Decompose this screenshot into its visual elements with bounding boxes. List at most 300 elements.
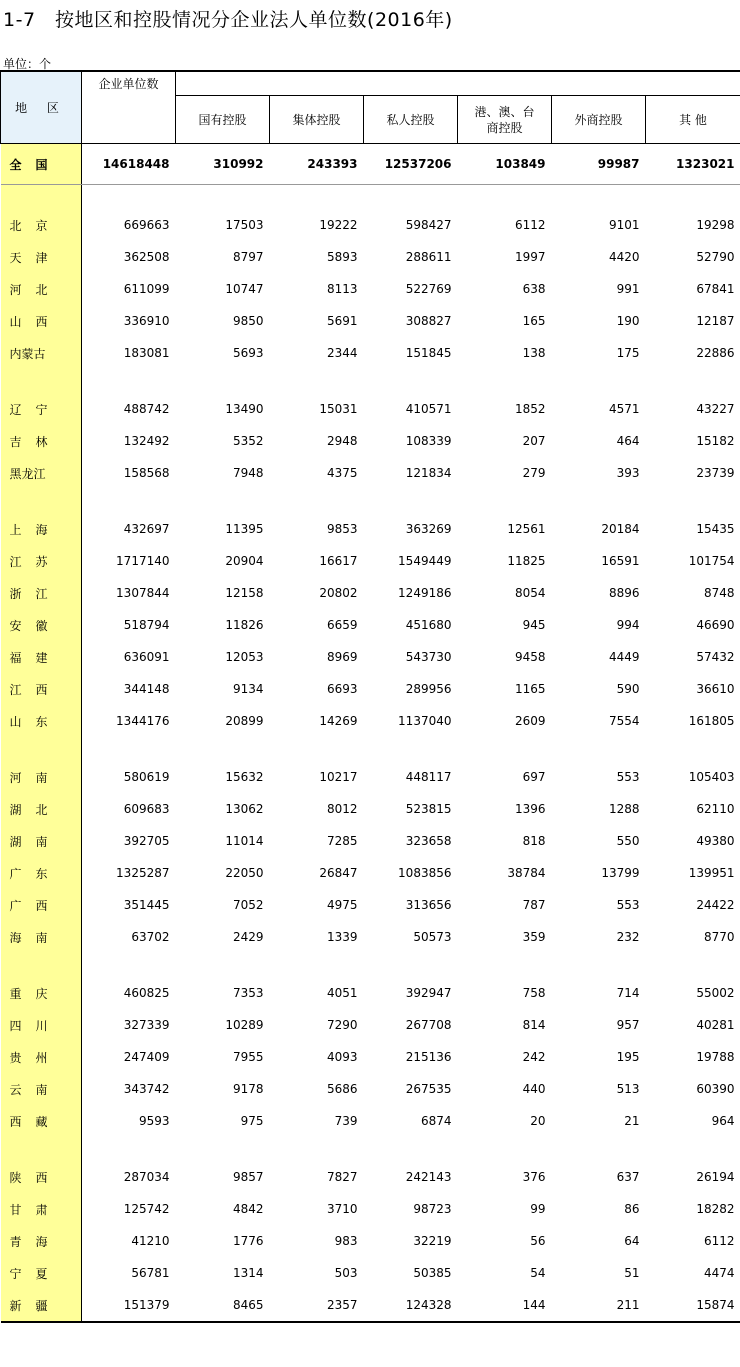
region-cell: 山西 — [1, 305, 82, 337]
header-spacer — [176, 71, 740, 96]
value-cell: 336910 — [123, 314, 170, 328]
table-row — [1, 545, 740, 577]
spacer-cell — [552, 953, 646, 977]
spacer-cell — [1, 953, 82, 977]
value-cell: 553 — [616, 770, 640, 784]
value-cell: 15874 — [696, 1298, 735, 1312]
region-cell: 吉林 — [1, 425, 82, 457]
value-cell: 975 — [240, 1114, 264, 1128]
value-cell: 242 — [522, 1050, 546, 1064]
region-cell: 福建 — [1, 641, 82, 673]
value-cell: 26847 — [319, 866, 358, 880]
spacer-cell — [82, 737, 176, 761]
value-cell: 98723 — [413, 1202, 452, 1216]
table-row — [1, 889, 740, 921]
value-cell: 267535 — [405, 1082, 452, 1096]
value-cell: 1717140 — [116, 554, 170, 568]
spacer-cell — [1, 737, 82, 761]
spacer-cell — [552, 185, 646, 210]
value-cell: 432697 — [123, 522, 170, 536]
value-cell: 11825 — [507, 554, 546, 568]
value-cell: 5691 — [326, 314, 358, 328]
value-cell: 327339 — [123, 1018, 170, 1032]
value-cell: 543730 — [405, 650, 452, 664]
region-cell: 全国 — [1, 144, 82, 185]
spacer-cell — [1, 489, 82, 513]
value-cell: 144 — [522, 1298, 546, 1312]
spacer-cell — [552, 1137, 646, 1161]
table-row — [1, 921, 740, 953]
spacer-cell — [364, 369, 458, 393]
value-cell: 7290 — [326, 1018, 358, 1032]
spacer-cell — [458, 489, 552, 513]
value-cell: 503 — [334, 1266, 358, 1280]
spacer-cell — [646, 953, 740, 977]
value-cell: 175 — [616, 346, 640, 360]
value-cell: 54 — [530, 1266, 546, 1280]
value-cell: 598427 — [405, 218, 452, 232]
table-row — [1, 1225, 740, 1257]
value-cell: 313656 — [405, 898, 452, 912]
value-cell: 12053 — [225, 650, 264, 664]
spacer-cell — [176, 737, 270, 761]
region-cell: 河北 — [1, 273, 82, 305]
value-cell: 4051 — [326, 986, 358, 1000]
spacer-cell — [1, 185, 82, 210]
value-cell: 518794 — [123, 618, 170, 632]
spacer-cell — [82, 489, 176, 513]
value-cell: 40281 — [696, 1018, 735, 1032]
region-cell: 新疆 — [1, 1289, 82, 1322]
value-cell: 6874 — [420, 1114, 452, 1128]
value-cell: 448117 — [405, 770, 452, 784]
value-cell: 8896 — [608, 586, 640, 600]
value-cell: 20 — [530, 1114, 546, 1128]
table-row — [1, 793, 740, 825]
table-row — [1, 273, 740, 305]
value-cell: 6659 — [326, 618, 358, 632]
value-cell: 46690 — [696, 618, 735, 632]
value-cell: 636091 — [123, 650, 170, 664]
value-cell: 101754 — [688, 554, 735, 568]
value-cell: 20904 — [225, 554, 264, 568]
value-cell: 86 — [624, 1202, 640, 1216]
spacer-cell — [458, 953, 552, 977]
value-cell: 11014 — [225, 834, 264, 848]
region-cell: 江苏 — [1, 545, 82, 577]
header-region: 地 区 — [1, 71, 82, 144]
region-cell: 广西 — [1, 889, 82, 921]
region-cell: 上海 — [1, 513, 82, 545]
value-cell: 4449 — [608, 650, 640, 664]
value-cell: 195 — [616, 1050, 640, 1064]
value-cell: 15435 — [696, 522, 735, 536]
region-cell: 湖南 — [1, 825, 82, 857]
value-cell: 5686 — [326, 1082, 358, 1096]
value-cell: 460825 — [123, 986, 170, 1000]
value-cell: 392705 — [123, 834, 170, 848]
value-cell: 310992 — [176, 144, 270, 185]
table-row — [1, 513, 740, 545]
value-cell: 15182 — [696, 434, 735, 448]
spacer-cell — [552, 369, 646, 393]
region-cell: 山东 — [1, 705, 82, 737]
value-cell: 5693 — [232, 346, 264, 360]
spacer-cell — [364, 185, 458, 210]
value-cell: 16591 — [601, 554, 640, 568]
value-cell: 211 — [616, 1298, 640, 1312]
value-cell: 410571 — [405, 402, 452, 416]
value-cell: 8012 — [326, 802, 358, 816]
table-row — [1, 305, 740, 337]
spacer-cell — [82, 1137, 176, 1161]
region-cell: 陕西 — [1, 1161, 82, 1193]
value-cell: 125742 — [123, 1202, 170, 1216]
value-cell: 1339 — [326, 930, 358, 944]
value-cell: 10289 — [225, 1018, 264, 1032]
table-row — [1, 609, 740, 641]
value-cell: 99 — [530, 1202, 546, 1216]
value-cell: 7052 — [232, 898, 264, 912]
value-cell: 11395 — [225, 522, 264, 536]
value-cell: 41210 — [131, 1234, 170, 1248]
table-row — [1, 977, 740, 1009]
value-cell: 1288 — [608, 802, 640, 816]
value-cell: 2357 — [326, 1298, 358, 1312]
value-cell: 609683 — [123, 802, 170, 816]
value-cell: 363269 — [405, 522, 452, 536]
value-cell: 19298 — [696, 218, 735, 232]
value-cell: 20802 — [319, 586, 358, 600]
value-cell: 121834 — [405, 466, 452, 480]
value-cell: 22886 — [696, 346, 735, 360]
spacer-cell — [458, 1137, 552, 1161]
value-cell: 12158 — [225, 586, 264, 600]
spacer-cell — [364, 953, 458, 977]
value-cell: 1396 — [514, 802, 546, 816]
value-cell: 9593 — [138, 1114, 170, 1128]
value-cell: 4571 — [608, 402, 640, 416]
header-hmt: 港、澳、台商控股 — [458, 96, 552, 144]
region-cell: 江西 — [1, 673, 82, 705]
value-cell: 451680 — [405, 618, 452, 632]
table-row — [1, 241, 740, 273]
value-cell: 12561 — [507, 522, 546, 536]
value-cell: 190 — [616, 314, 640, 328]
spacer-row — [1, 369, 740, 393]
value-cell: 18282 — [696, 1202, 735, 1216]
value-cell: 3710 — [326, 1202, 358, 1216]
value-cell: 242143 — [405, 1170, 452, 1184]
value-cell: 343742 — [123, 1082, 170, 1096]
value-cell: 289956 — [405, 682, 452, 696]
table-row — [1, 457, 740, 489]
table-row — [1, 1041, 740, 1073]
value-cell: 60390 — [696, 1082, 735, 1096]
value-cell: 36610 — [696, 682, 735, 696]
spacer-cell — [458, 185, 552, 210]
region-cell: 四川 — [1, 1009, 82, 1041]
value-cell: 247409 — [123, 1050, 170, 1064]
spacer-cell — [270, 1137, 364, 1161]
value-cell: 638 — [522, 282, 546, 296]
value-cell: 279 — [522, 466, 546, 480]
value-cell: 580619 — [123, 770, 170, 784]
value-cell: 10217 — [319, 770, 358, 784]
value-cell: 4474 — [703, 1266, 735, 1280]
page-title: 1-7 按地区和控股情况分企业法人单位数(2016年) — [3, 9, 453, 31]
region-cell: 浙江 — [1, 577, 82, 609]
value-cell: 4375 — [326, 466, 358, 480]
value-cell: 8465 — [232, 1298, 264, 1312]
value-cell: 151379 — [123, 1298, 170, 1312]
value-cell: 513 — [616, 1082, 640, 1096]
value-cell: 1307844 — [116, 586, 170, 600]
spacer-cell — [1, 1137, 82, 1161]
region-cell: 云南 — [1, 1073, 82, 1105]
value-cell: 11826 — [225, 618, 264, 632]
value-cell: 7285 — [326, 834, 358, 848]
value-cell: 26194 — [696, 1170, 735, 1184]
value-cell: 787 — [522, 898, 546, 912]
table-row — [1, 825, 740, 857]
region-cell: 北京 — [1, 209, 82, 241]
value-cell: 1249186 — [398, 586, 452, 600]
spacer-cell — [270, 953, 364, 977]
value-cell: 24422 — [696, 898, 735, 912]
value-cell: 232 — [616, 930, 640, 944]
value-cell: 19222 — [319, 218, 358, 232]
table-row — [1, 1193, 740, 1225]
value-cell: 161805 — [688, 714, 735, 728]
spacer-cell — [646, 185, 740, 210]
value-cell: 13799 — [601, 866, 640, 880]
value-cell: 13490 — [225, 402, 264, 416]
value-cell: 1852 — [514, 402, 546, 416]
value-cell: 2948 — [326, 434, 358, 448]
value-cell: 1344176 — [116, 714, 170, 728]
spacer-cell — [270, 369, 364, 393]
region-cell: 广东 — [1, 857, 82, 889]
spacer-cell — [646, 369, 740, 393]
value-cell: 611099 — [123, 282, 170, 296]
region-cell: 内蒙古 — [1, 337, 82, 369]
value-cell: 8113 — [326, 282, 358, 296]
table-row — [1, 577, 740, 609]
value-cell: 243393 — [270, 144, 364, 185]
spacer-cell — [646, 737, 740, 761]
value-cell: 15632 — [225, 770, 264, 784]
spacer-cell — [552, 737, 646, 761]
spacer-row — [1, 185, 740, 210]
value-cell: 818 — [522, 834, 546, 848]
value-cell: 267708 — [405, 1018, 452, 1032]
value-cell: 359 — [522, 930, 546, 944]
value-cell: 440 — [522, 1082, 546, 1096]
value-cell: 9134 — [232, 682, 264, 696]
header-foreign: 外商控股 — [552, 96, 646, 144]
table-row — [1, 337, 740, 369]
value-cell: 1549449 — [398, 554, 452, 568]
header-total: 企业单位数 — [82, 71, 176, 144]
value-cell: 4093 — [326, 1050, 358, 1064]
value-cell: 207 — [522, 434, 546, 448]
spacer-cell — [176, 489, 270, 513]
value-cell: 964 — [711, 1114, 735, 1128]
value-cell: 9857 — [232, 1170, 264, 1184]
spacer-cell — [270, 737, 364, 761]
value-cell: 5352 — [232, 434, 264, 448]
value-cell: 4842 — [232, 1202, 264, 1216]
value-cell: 14269 — [319, 714, 358, 728]
table-body — [1, 144, 740, 1323]
value-cell: 49380 — [696, 834, 735, 848]
value-cell: 12187 — [696, 314, 735, 328]
table-row — [1, 393, 740, 425]
value-cell: 1776 — [232, 1234, 264, 1248]
value-cell: 1997 — [514, 250, 546, 264]
header-other: 其 他 — [646, 96, 740, 144]
value-cell: 21 — [624, 1114, 640, 1128]
value-cell: 9850 — [232, 314, 264, 328]
value-cell: 393 — [616, 466, 640, 480]
value-cell: 590 — [616, 682, 640, 696]
value-cell: 23739 — [696, 466, 735, 480]
value-cell: 4975 — [326, 898, 358, 912]
value-cell: 7827 — [326, 1170, 358, 1184]
value-cell: 7353 — [232, 986, 264, 1000]
value-cell: 20184 — [601, 522, 640, 536]
value-cell: 464 — [616, 434, 640, 448]
region-cell: 重庆 — [1, 977, 82, 1009]
region-cell: 安徽 — [1, 609, 82, 641]
value-cell: 56781 — [131, 1266, 170, 1280]
value-cell: 57432 — [696, 650, 735, 664]
value-cell: 344148 — [123, 682, 170, 696]
header-private: 私人控股 — [364, 96, 458, 144]
value-cell: 758 — [522, 986, 546, 1000]
value-cell: 351445 — [123, 898, 170, 912]
value-cell: 362508 — [123, 250, 170, 264]
value-cell: 43227 — [696, 402, 735, 416]
value-cell: 2429 — [232, 930, 264, 944]
spacer-row — [1, 953, 740, 977]
enterprise-table — [0, 70, 740, 1323]
value-cell: 983 — [334, 1234, 358, 1248]
value-cell: 62110 — [696, 802, 735, 816]
spacer-cell — [552, 489, 646, 513]
value-cell: 4420 — [608, 250, 640, 264]
unit-label: 单位：个 — [3, 57, 52, 71]
value-cell: 8797 — [232, 250, 264, 264]
value-cell: 488742 — [123, 402, 170, 416]
spacer-cell — [176, 369, 270, 393]
value-cell: 138 — [522, 346, 546, 360]
spacer-cell — [458, 369, 552, 393]
value-cell: 288611 — [405, 250, 452, 264]
spacer-cell — [646, 489, 740, 513]
region-cell: 甘肃 — [1, 1193, 82, 1225]
value-cell: 945 — [522, 618, 546, 632]
region-cell: 天津 — [1, 241, 82, 273]
spacer-cell — [364, 1137, 458, 1161]
region-cell: 宁夏 — [1, 1257, 82, 1289]
value-cell: 55002 — [696, 986, 735, 1000]
table-row — [1, 209, 740, 241]
spacer-cell — [458, 737, 552, 761]
spacer-cell — [646, 1137, 740, 1161]
value-cell: 8054 — [514, 586, 546, 600]
value-cell: 51 — [624, 1266, 640, 1280]
value-cell: 105403 — [688, 770, 735, 784]
value-cell: 669663 — [123, 218, 170, 232]
value-cell: 994 — [616, 618, 640, 632]
value-cell: 376 — [522, 1170, 546, 1184]
value-cell: 6112 — [514, 218, 546, 232]
value-cell: 151845 — [405, 346, 452, 360]
spacer-cell — [176, 953, 270, 977]
spacer-cell — [176, 1137, 270, 1161]
value-cell: 22050 — [225, 866, 264, 880]
value-cell: 1323021 — [646, 144, 740, 185]
value-cell: 8748 — [703, 586, 735, 600]
table-row — [1, 1073, 740, 1105]
value-cell: 739 — [334, 1114, 358, 1128]
spacer-row — [1, 1137, 740, 1161]
value-cell: 63702 — [131, 930, 170, 944]
value-cell: 2344 — [326, 346, 358, 360]
value-cell: 7955 — [232, 1050, 264, 1064]
region-cell: 河南 — [1, 761, 82, 793]
value-cell: 5893 — [326, 250, 358, 264]
value-cell: 67841 — [696, 282, 735, 296]
value-cell: 56 — [530, 1234, 546, 1248]
table-row — [1, 673, 740, 705]
spacer-row — [1, 489, 740, 513]
spacer-cell — [82, 953, 176, 977]
region-cell: 湖北 — [1, 793, 82, 825]
value-cell: 523815 — [405, 802, 452, 816]
value-cell: 17503 — [225, 218, 264, 232]
header-state: 国有控股 — [176, 96, 270, 144]
value-cell: 139951 — [688, 866, 735, 880]
region-cell: 辽宁 — [1, 393, 82, 425]
value-cell: 957 — [616, 1018, 640, 1032]
value-cell: 8969 — [326, 650, 358, 664]
value-cell: 308827 — [405, 314, 452, 328]
value-cell: 14618448 — [82, 144, 176, 185]
value-cell: 12537206 — [364, 144, 458, 185]
value-cell: 132492 — [123, 434, 170, 448]
value-cell: 8770 — [703, 930, 735, 944]
spacer-row — [1, 737, 740, 761]
table-row — [1, 705, 740, 737]
table-row — [1, 425, 740, 457]
table-row — [1, 857, 740, 889]
value-cell: 1083856 — [398, 866, 452, 880]
value-cell: 64 — [624, 1234, 640, 1248]
table-row — [1, 1289, 740, 1322]
table-row — [1, 1009, 740, 1041]
value-cell: 1165 — [514, 682, 546, 696]
value-cell: 20899 — [225, 714, 264, 728]
value-cell: 38784 — [507, 866, 546, 880]
spacer-cell — [82, 185, 176, 210]
spacer-cell — [270, 489, 364, 513]
region-cell: 青海 — [1, 1225, 82, 1257]
spacer-cell — [364, 737, 458, 761]
value-cell: 124328 — [405, 1298, 452, 1312]
